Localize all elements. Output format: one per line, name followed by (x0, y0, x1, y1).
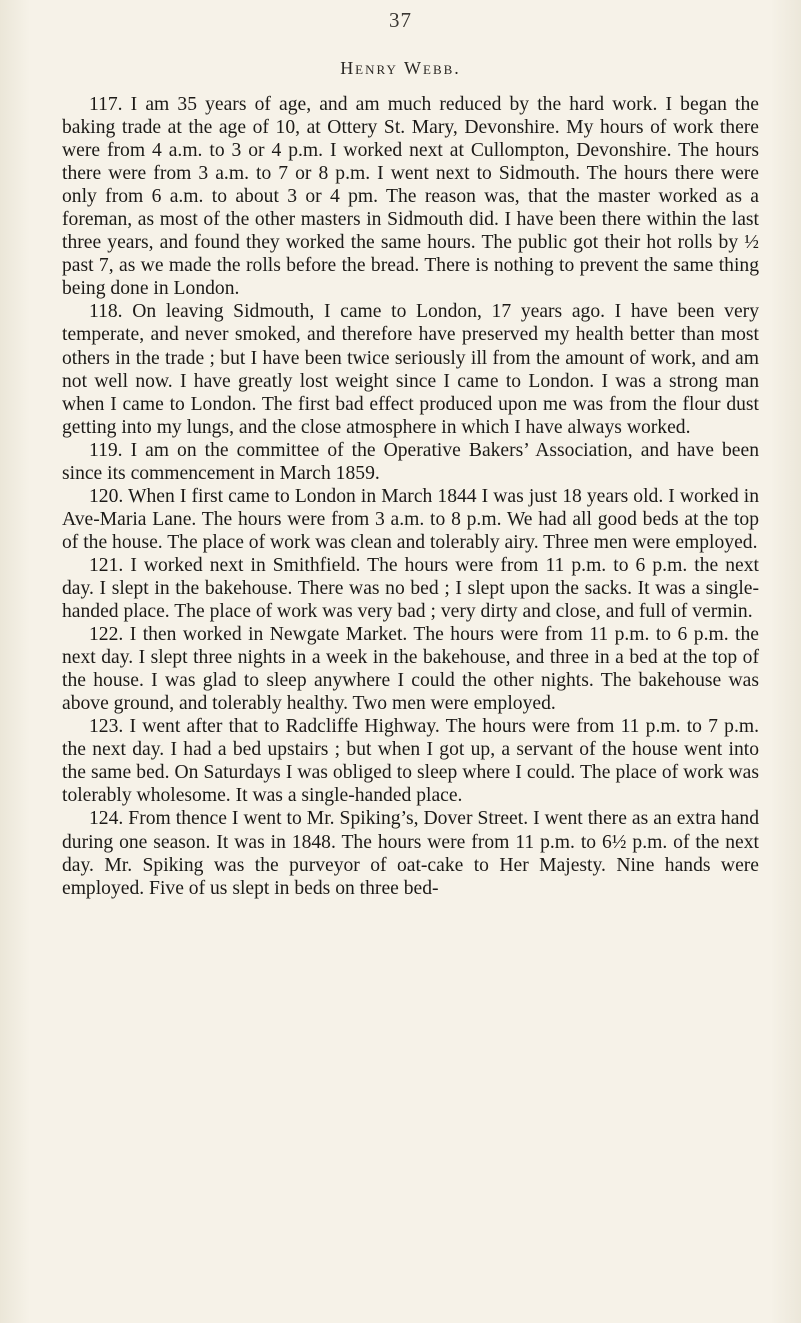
paragraph-124: 124. From thence I went to Mr. Spiking’s, Dover Street. I went there as an extra hand during one season. It was in 1848. The hours were from 11 p.m. to 6½ p.m. of the next day. Mr. Spiking was the purveyor of oat-cake to Her Majesty. Nine hands were employed. Five of us slept in beds on three bed- (62, 808, 759, 899)
paragraph-120: 120. When I first came to London in March 1844 I was just 18 years old. I worked in Ave-Maria Lane. The hours were from 3 a.m. to 8 p.m. We had all good beds at the top of the house. The place of work was clean and tolerably airy. Three men were employed. (62, 485, 759, 553)
page-number: 37 (389, 8, 412, 32)
paragraph-123: 123. I went after that to Radcliffe Highway. The hours were from 11 p.m. to 7 p.m. the next day. I had a bed upstairs ; but when I got up, a servant of the house went into the same bed. On Saturdays I was obliged to sleep where I could. The place of work was tolerably wholesome. It was a single-handed place. (62, 716, 759, 807)
running-head: Henry Webb. (340, 58, 461, 78)
paragraph-119: 119. I am on the committee of the Operative Bakers’ Association, and have been since its commencement in March 1859. (62, 439, 759, 484)
body-text (62, 93, 759, 900)
paragraph-118: 118. On leaving Sidmouth, I came to London, 17 years ago. I have been very temperate, and never smoked, and therefore have preserved my health better than most others in the trade ; but I have been twice seriously ill from the amount of work, and am not well now. I have greatly lost weight since I came to London. I was a strong man when I came to London. The first bad effect produced upon me was from the flour dust getting into my lungs, and the close atmosphere in which I have always worked. (62, 301, 759, 438)
paragraph-117: 117. I am 35 years of age, and am much reduced by the hard work. I began the baking trade at the age of 10, at Ottery St. Mary, Devonshire. My hours of work there were from 4 a.m. to 3 or 4 p.m. I worked next at Cullompton, Devonshire. The hours there were from 3 a.m. to 7 or 8 p.m. I went next to Sidmouth. The hours there were only from 6 a.m. to about 3 or 4 pm. The reason was, that the master worked as a foreman, as most of the other masters in Sidmouth did. I have been there within the last three years, and found they worked the same hours. The public got their hot rolls by ½ past 7, as we made the rolls before the bread. There is nothing to prevent the same thing being done in London. (62, 94, 759, 300)
paragraph-121: 121. I worked next in Smithfield. The hours were from 11 p.m. to 6 p.m. the next day. I slept in the bakehouse. There was no bed ; I slept upon the sacks. It was a single-handed place. The place of work was very bad ; very dirty and close, and full of vermin. (62, 554, 759, 623)
paragraph-122: 122. I then worked in Newgate Market. The hours were from 11 p.m. to 6 p.m. the next day. I slept three nights in a week in the bakehouse, and three in a bed at the top of the house. I was glad to sleep anywhere I could the other nights. The bakehouse was above ground, and tolerably healthy. Two men were employed. (62, 624, 759, 715)
